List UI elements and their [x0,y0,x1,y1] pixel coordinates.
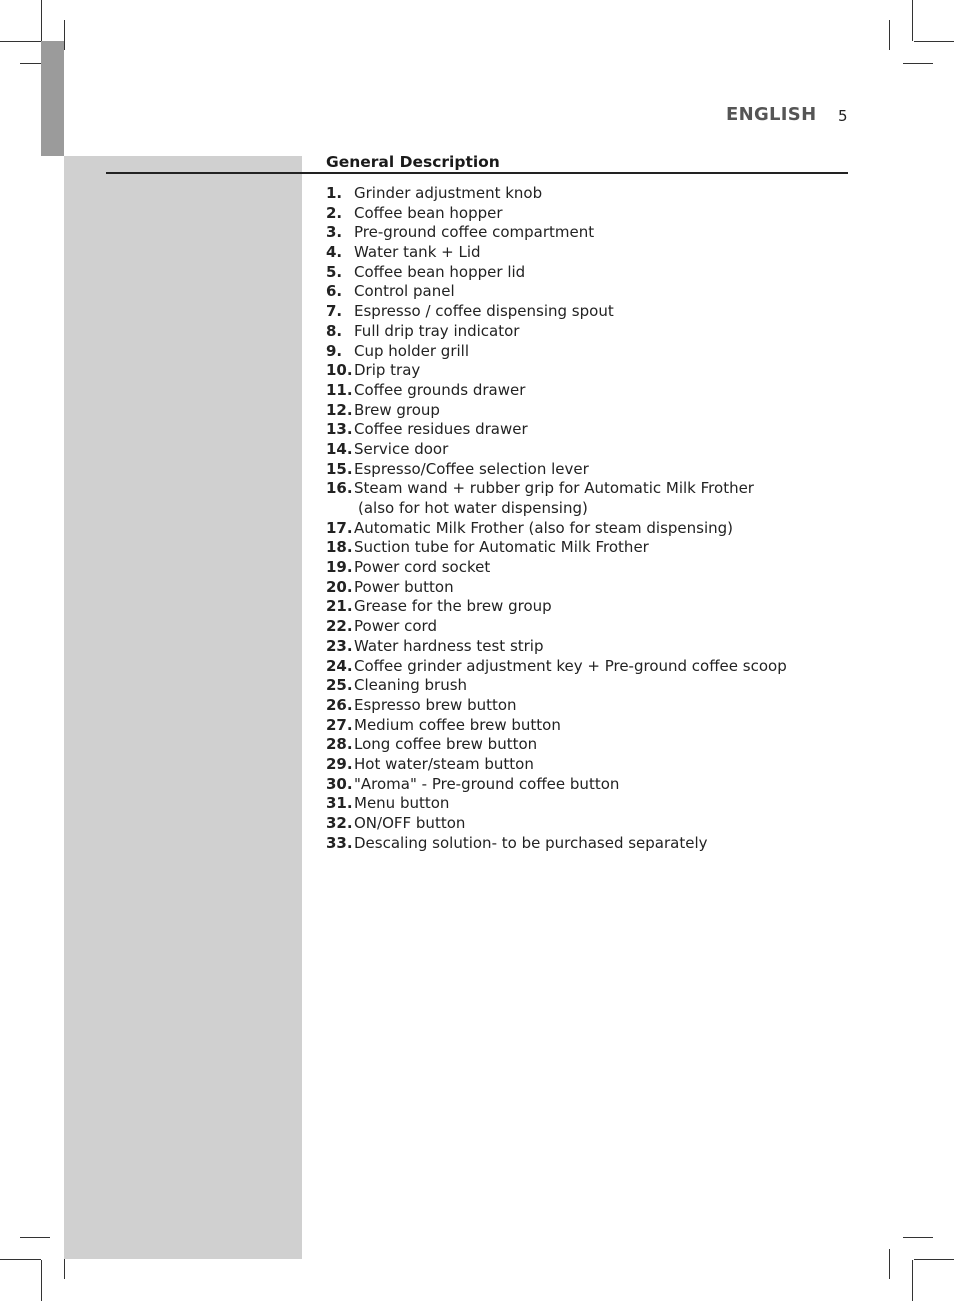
list-item [326,263,787,283]
item-number: 7. [326,302,343,321]
crop-mark [889,1249,890,1279]
item-number: 19. [326,558,353,577]
item-text: Espresso brew button [354,695,517,714]
crop-mark [903,1237,933,1238]
item-number: 20. [326,577,353,596]
list-item [326,814,787,834]
list-item [326,223,787,243]
list-item [326,322,787,342]
crop-mark [912,1260,913,1301]
item-text: Automatic Milk Frother (also for steam dispensing) [354,518,734,537]
item-number: 12. [326,400,353,419]
item-text: Water hardness test strip [354,636,544,655]
item-number: 1. [326,184,343,202]
item-text: Full drip tray indicator [354,321,520,340]
list-item [326,834,787,854]
item-text: Medium coffee brew button [354,715,561,734]
list-item-continuation: (also for hot water dispensing) [358,499,588,517]
item-text: Coffee bean hopper lid [354,262,526,281]
crop-mark [912,0,913,41]
item-number: 3. [326,223,343,242]
item-number: 9. [326,341,343,360]
crop-mark [0,1259,41,1260]
page-number: 5 [838,107,848,125]
item-number: 16. [326,479,353,498]
crop-mark [20,1237,50,1238]
item-text: Control panel [354,282,455,301]
item-number: 28. [326,735,353,754]
list-item [326,184,787,204]
crop-mark [64,20,65,50]
crop-mark [889,20,890,50]
item-number: 27. [326,715,353,734]
list-item [326,243,787,263]
item-text: Grease for the brew group [354,597,552,616]
language-label: ENGLISH [726,104,817,125]
list-item [326,676,787,696]
item-number: 32. [326,814,353,832]
item-number: 17. [326,518,353,537]
list-item [326,282,787,302]
item-number: 31. [326,794,353,813]
item-number: 33. [326,833,353,852]
item-number: 15. [326,459,353,478]
item-number: 8. [326,321,343,340]
item-number: 24. [326,656,353,675]
item-number: 13. [326,420,353,439]
item-text: Drip tray [354,361,421,380]
item-number: 26. [326,695,353,714]
list-item [326,342,787,362]
crop-mark [914,1259,954,1260]
item-text: Suction tube for Automatic Milk Frother [354,538,649,557]
crop-mark [903,63,933,64]
item-number: 30. [326,774,353,793]
item-text: Descaling solution- to be purchased separately [354,833,708,852]
item-text: Espresso/Coffee selection lever [354,459,589,478]
crop-mark [914,41,954,42]
item-text: Espresso / coffee dispensing spout [354,302,614,321]
parts-list [326,184,787,853]
list-item [326,696,787,716]
list-item [326,204,787,224]
item-number: 6. [326,282,343,301]
item-text: Power cord [354,617,437,636]
item-number: 25. [326,676,353,695]
list-item [326,657,787,677]
item-number: 2. [326,203,343,222]
list-item [326,775,787,795]
list-item [326,637,787,657]
item-text: Coffee grinder adjustment key + Pre-ground coffee scoop [354,656,787,675]
item-text: Coffee bean hopper [354,203,503,222]
item-text: Menu button [354,794,450,813]
item-number: 21. [326,597,353,616]
item-text: Service door [354,439,449,458]
list-item [326,519,787,539]
item-text: Power cord socket [354,558,491,577]
item-text: Long coffee brew button [354,735,538,754]
list-item [326,617,787,637]
item-number: 11. [326,380,353,399]
list-item [326,460,787,480]
item-text: Cup holder grill [354,341,469,360]
item-text: Power button [354,577,454,596]
section-title: General Description [326,153,500,171]
item-number: 5. [326,262,343,281]
list-item [326,361,787,381]
list-item [326,302,787,322]
crop-mark [41,1260,42,1301]
list-item [326,381,787,401]
item-text: "Aroma" - Pre-ground coffee button [354,774,620,793]
item-number: 23. [326,636,353,655]
crop-mark [41,0,42,41]
list-item [326,479,787,499]
item-text: Hot water/steam button [354,754,534,773]
list-item [326,538,787,558]
list-item [326,794,787,814]
title-rule [106,172,848,174]
list-item [326,578,787,598]
side-tab [41,41,64,156]
item-text: Coffee grounds drawer [354,380,526,399]
item-number: 14. [326,439,353,458]
item-text: Coffee residues drawer [354,420,528,439]
item-number: 29. [326,754,353,773]
item-number: 22. [326,617,353,636]
item-text: ON/OFF button [354,814,466,832]
item-text: Steam wand + rubber grip for Automatic Milk Frother [354,479,754,498]
list-item [326,401,787,421]
item-number: 10. [326,361,353,380]
item-text: Pre-ground coffee compartment [354,223,595,242]
grey-column [64,156,302,1259]
item-text: Brew group [354,400,440,419]
item-text: Water tank + Lid [354,243,481,262]
item-text: Grinder adjustment knob [354,184,543,202]
list-item [326,440,787,460]
crop-mark [0,41,41,42]
list-item [326,735,787,755]
list-item [326,755,787,775]
list-item [326,558,787,578]
list-item [326,420,787,440]
item-number: 18. [326,538,353,557]
list-item [326,716,787,736]
item-number: 4. [326,243,343,262]
list-item [326,597,787,617]
item-text: Cleaning brush [354,676,468,695]
